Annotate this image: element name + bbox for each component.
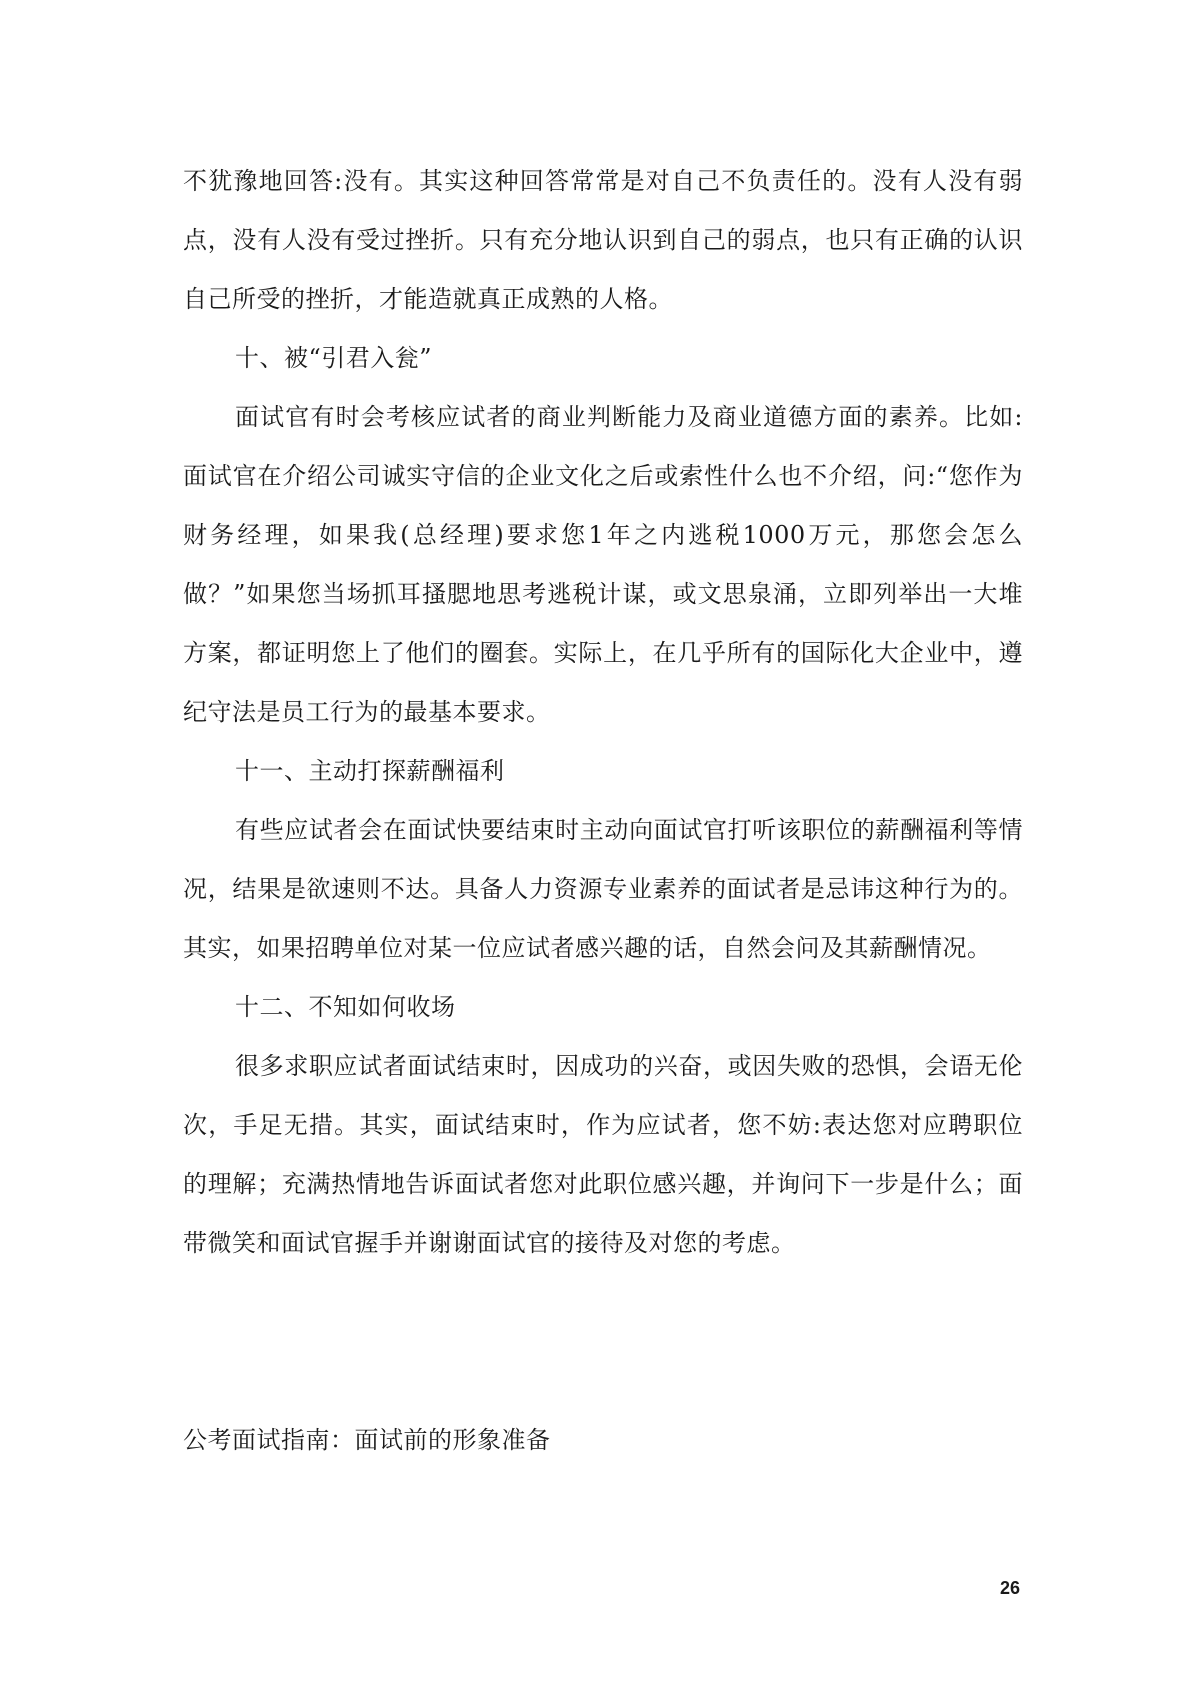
next-article-title: 公考面试指南：面试前的形象准备 xyxy=(183,1426,551,1454)
paragraph-continuation: 不犹豫地回答:没有。其实这种回答常常是对自己不负责任的。没有人没有弱点，没有人没有受过挫折。只有充分地认识到自己的弱点，也只有正确的认识自己所受的挫折，才能造就真正成熟的人格。 xyxy=(183,167,1023,313)
heading-section-12: 十二、不知如何收场 xyxy=(235,993,456,1021)
heading-section-11: 十一、主动打探薪酬福利 xyxy=(235,757,505,785)
page-number: 26 xyxy=(1000,1578,1021,1598)
paragraph-section-11: 有些应试者会在面试快要结束时主动向面试官打听该职位的薪酬福利等情况，结果是欲速则不达。具备人力资源专业素养的面试者是忌讳这种行为的。其实，如果招聘单位对某一位应试者感兴趣的话，自然会问及其薪酬情况。 xyxy=(183,816,1023,962)
document-body xyxy=(183,152,1023,1273)
paragraph-section-10: 面试官有时会考核应试者的商业判断能力及商业道德方面的素养。比如:面试官在介绍公司诚实守信的企业文化之后或索性什么也不介绍，问:“您作为财务经理，如果我(总经理)要求您1年之内逃税1000万元，那您会怎么做？”如果您当场抓耳搔腮地思考逃税计谋，或文思泉涌，立即列举出一大堆方案，都证明您上了他们的圈套。实际上，在几乎所有的国际化大企业中，遵纪守法是员工行为的最基本要求。 xyxy=(183,403,1023,726)
paragraph-section-12: 很多求职应试者面试结束时，因成功的兴奋，或因失败的恐惧，会语无伦次，手足无措。其实，面试结束时，作为应试者，您不妨:表达您对应聘职位的理解；充满热情地告诉面试者您对此职位感兴趣，并询问下一步是什么；面带微笑和面试官握手并谢谢面试官的接待及对您的考虑。 xyxy=(183,1052,1023,1257)
heading-section-10: 十、被“引君入瓮” xyxy=(235,344,433,372)
